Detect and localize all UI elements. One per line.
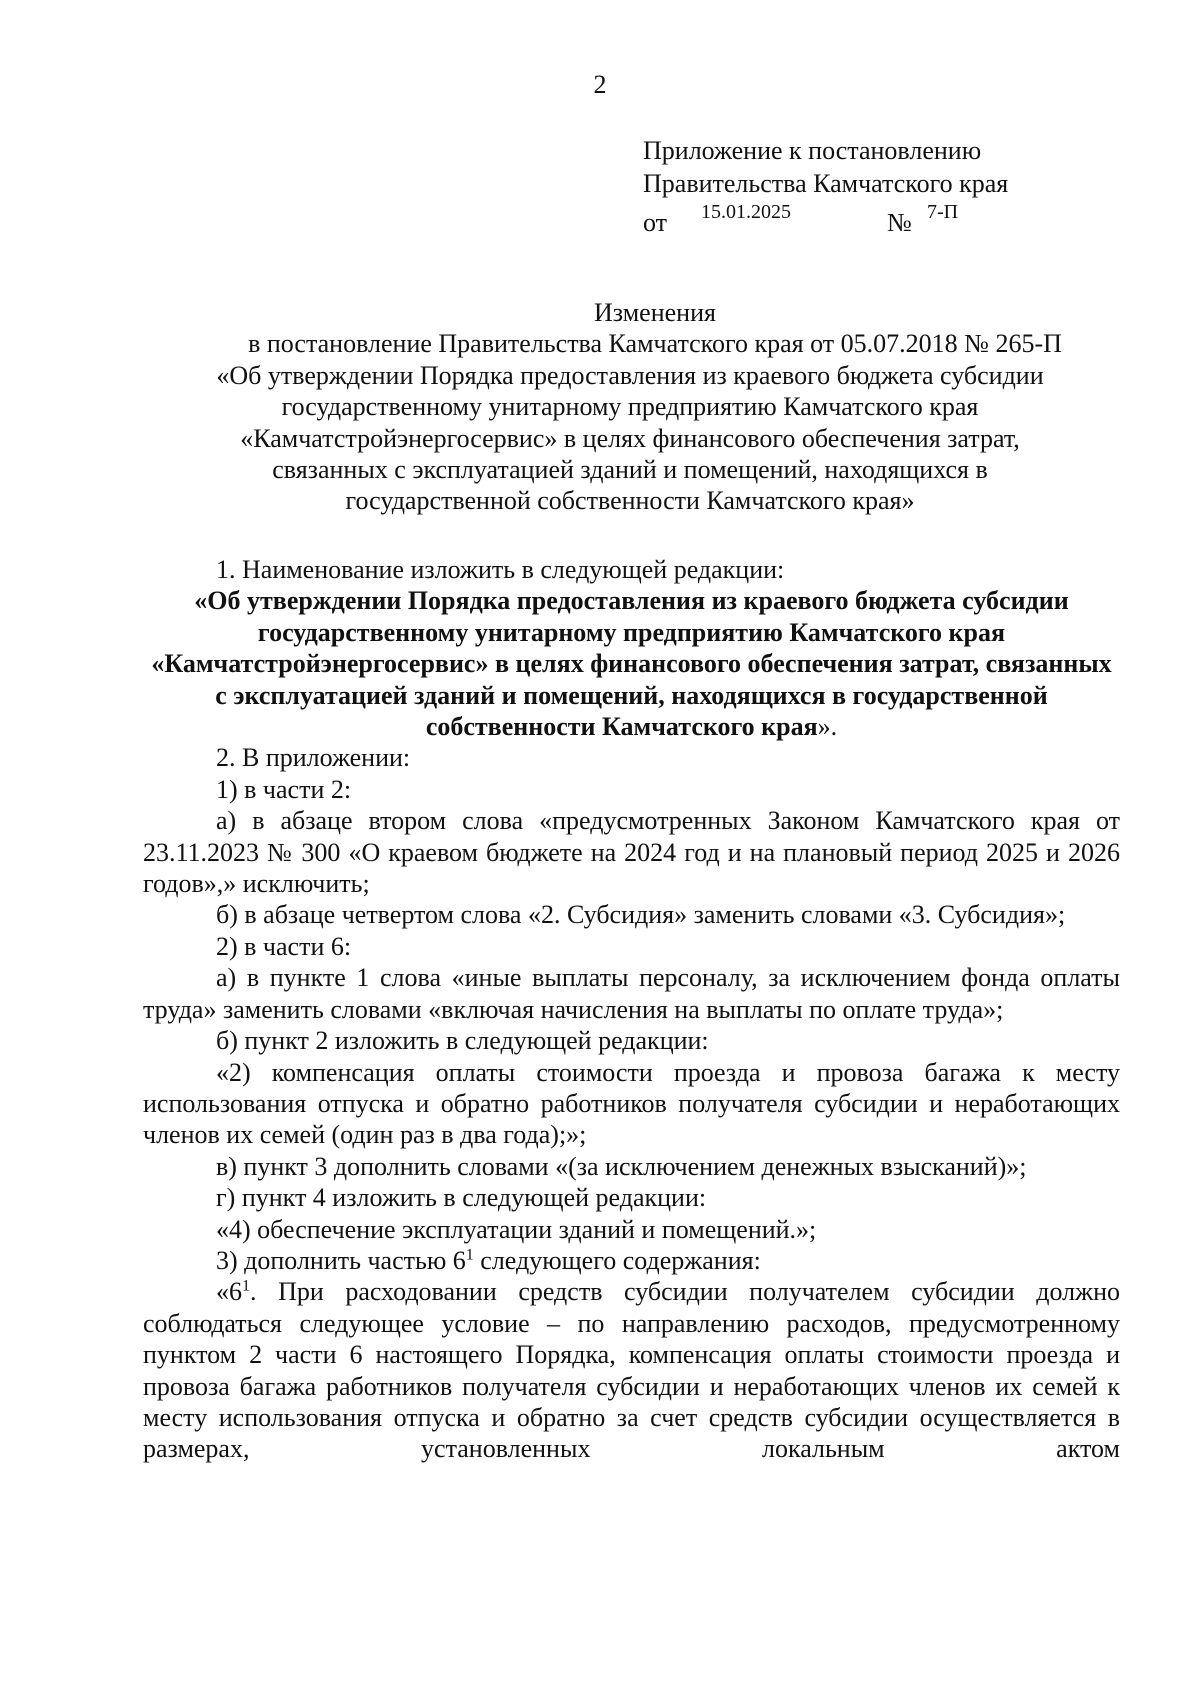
paragraph-14: [143, 1276, 1120, 1464]
paragraph-13-text-a: 3) дополнить частью 6: [216, 1245, 466, 1275]
number-sign: №: [887, 208, 912, 237]
paragraph-1: 1. Наименование изложить в следующей редакции:: [216, 555, 785, 584]
new-name-close-quote: ».: [817, 712, 838, 742]
appendix-date-number-row: [643, 200, 1008, 237]
title-line-5: связанных с эксплуатацией зданий и помещений, находящихся в: [272, 455, 988, 485]
paragraph-12: «4) обеспечение эксплуатации зданий и помещений.»;: [216, 1214, 817, 1244]
paragraph-13-text-b: следующего содержания:: [473, 1245, 761, 1275]
document-title: [140, 297, 1120, 517]
new-name-open-quote: «: [194, 586, 208, 616]
decree-date: 15.01.2025: [701, 201, 791, 223]
paragraph-14-superscript: 1: [242, 1277, 250, 1295]
paragraph-13: [143, 1245, 1120, 1276]
paragraph-10: в) пункт 3 дополнить словами «(за исключением денежных взысканий)»;: [216, 1151, 1027, 1181]
decree-number: 7-П: [927, 201, 959, 223]
title-heading: Изменения: [594, 298, 716, 327]
new-name-paragraph: [143, 585, 1120, 742]
paragraph-13-superscript: 1: [465, 1246, 474, 1264]
new-name-text: Об утверждении Порядка предоставления из краевого бюджета субсидии государственному унитарному предприятию Камчатского края «Камчатстройэнергосервис» в целях финансового обеспечения затрат, связанных с эксплуатацией зданий и помещений, находящихся в государственной собственности Камчатского края: [151, 586, 1112, 742]
document-body: [143, 554, 1120, 1465]
appendix-line-2: Правительства Камчатского края: [643, 169, 1009, 198]
appendix-header: [643, 134, 1009, 237]
paragraph-7: а) в пункте 1 слова «иные выплаты персоналу, за исключением фонда оплаты труда» заменить словами «включая начисления на выплаты по оплате труда»;: [143, 963, 1120, 1024]
page-number: 2: [593, 70, 607, 99]
title-line-2: «Об утверждении Порядка предоставления из краевого бюджета субсидии: [216, 360, 1044, 390]
paragraph-2: 2. В приложении:: [216, 743, 411, 773]
title-line-1: в постановление Правительства Камчатского края от 05.07.2018 № 265-П: [248, 329, 1062, 359]
paragraph-3: 1) в части 2:: [216, 774, 352, 804]
paragraph-6: 2) в части 6:: [216, 931, 352, 961]
title-line-3: государственному унитарному предприятию Камчатского края: [281, 392, 979, 422]
paragraph-4: а) в абзаце втором слова «предусмотренных Законом Камчатского края от 23.11.2023 № 300 «О краевом бюджете на 2024 год и на плановый период 2025 и 2026 годов»,» исключить;: [143, 806, 1120, 899]
appendix-line-1: Приложение к постановлению: [643, 136, 982, 165]
paragraph-9: «2) компенсация оплаты стоимости проезда и провоза багажа к месту использования отпуска и обратно работников получателя субсидии и неработающих членов их семей (один раз в два года);»;: [143, 1057, 1120, 1150]
paragraph-11: г) пункт 4 изложить в следующей редакции:: [216, 1183, 707, 1213]
paragraph-14-text-b: . При расходовании средств субсидии получателем субсидии должно соблюдаться следующее условие – по направлению расходов, предусмотренному пунктом 2 части 6 настоящего Порядка, компенсация оплаты стоимости проезда и провоза багажа работников получателя субсидии и неработающих членов их семей к месту использования отпуска и обратно за счет средств субсидии осуществляется в размерах, установленных локальным актом: [143, 1277, 1120, 1464]
paragraph-14-text-a: «6: [216, 1277, 242, 1307]
title-line-6: государственной собственности Камчатского края»: [345, 486, 915, 516]
paragraph-5: б) в абзаце четвертом слова «2. Субсидия» заменить словами «3. Субсидия»;: [216, 900, 1066, 930]
paragraph-8: б) пункт 2 изложить в следующей редакции:: [216, 1026, 709, 1056]
title-line-4: «Камчатстройэнергосервис» в целях финансового обеспечения затрат,: [240, 423, 1020, 453]
from-label: от: [643, 208, 668, 237]
